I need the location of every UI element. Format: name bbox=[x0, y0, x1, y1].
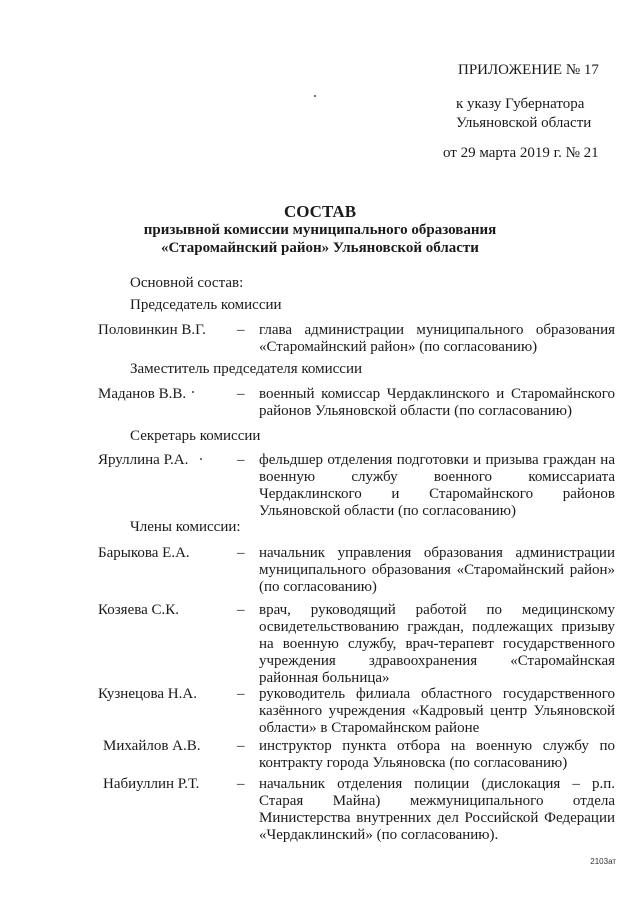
dash-separator: – bbox=[237, 776, 245, 792]
section-main-composition: Основной состав: bbox=[130, 275, 244, 291]
dash-separator: – bbox=[237, 545, 245, 561]
decree-date: от 29 марта 2019 г. № 21 bbox=[443, 145, 599, 161]
decree-reference-line2: Ульяновской области bbox=[456, 115, 592, 131]
member-role: военный комиссар Чердаклинского и Старомайнского районов Ульяновской области (по согласованию) bbox=[259, 386, 615, 419]
member-name: Барыкова Е.А. bbox=[98, 545, 190, 561]
scan-speck bbox=[200, 458, 202, 460]
dash-separator: – bbox=[237, 386, 245, 402]
document-subtitle-line1: призывной комиссии муниципального образования bbox=[143, 222, 497, 238]
member-role: глава администрации муниципального образования «Старомайнский район» (по согласованию) bbox=[259, 322, 615, 355]
member-role: начальник управления образования администрации муниципального образования «Старомайнский район» (по согласованию) bbox=[259, 545, 615, 595]
section-deputy: Заместитель председателя комиссии bbox=[130, 361, 363, 377]
decree-reference-line1: к указу Губернатора bbox=[456, 96, 585, 112]
section-chairman: Председатель комиссии bbox=[130, 297, 282, 313]
member-name: Набиуллин Р.Т. bbox=[103, 776, 200, 792]
section-members: Члены комиссии: bbox=[130, 519, 241, 535]
member-name: Михайлов А.В. bbox=[103, 738, 201, 754]
member-name: Кузнецова Н.А. bbox=[98, 686, 197, 702]
member-role: начальник отделения полиции (дислокация – р.п. Старая Майна) межмуниципального отдела Министерства внутренних дел Российской Федерации «Чердаклинский» (по согласованию). bbox=[259, 776, 615, 843]
document-title: СОСТАВ bbox=[283, 202, 357, 221]
member-name: Козяева С.К. bbox=[98, 602, 180, 618]
member-role: руководитель филиала областного государственного казённого учреждения «Кадровый центр Ульяновской области» в Старомайнском районе bbox=[259, 686, 615, 736]
member-name: Половинкин В.Г. bbox=[98, 322, 206, 338]
member-name: Маданов В.В. bbox=[98, 386, 187, 402]
member-role: врач, руководящий работой по медицинскому освидетельствованию граждан, подлежащих призыву на военную службу, врач-терапевт государственного учреждения здравоохранения «Старомайнская районная больница» bbox=[259, 602, 615, 686]
scan-speck bbox=[314, 95, 316, 97]
member-role: инструктор пункта отбора на военную службу по контракту города Ульяновска (по согласованию) bbox=[259, 738, 615, 771]
dash-separator: – bbox=[237, 686, 245, 702]
member-role: фельдшер отделения подготовки и призыва граждан на военную службу военного комиссариата Чердаклинского и Старомайнского районов Ульяновской области (по согласованию) bbox=[259, 452, 615, 519]
section-secretary: Секретарь комиссии bbox=[130, 428, 261, 444]
scan-speck bbox=[192, 391, 194, 393]
document-code: 2103ат bbox=[590, 857, 616, 866]
dash-separator: – bbox=[237, 322, 245, 338]
dash-separator: – bbox=[237, 602, 245, 618]
appendix-number: ПРИЛОЖЕНИЕ № 17 bbox=[458, 62, 599, 78]
document-subtitle-line2: «Старомайнский район» Ульяновской области bbox=[161, 240, 479, 256]
dash-separator: – bbox=[237, 738, 245, 754]
dash-separator: – bbox=[237, 452, 245, 468]
member-name: Яруллина Р.А. bbox=[98, 452, 189, 468]
